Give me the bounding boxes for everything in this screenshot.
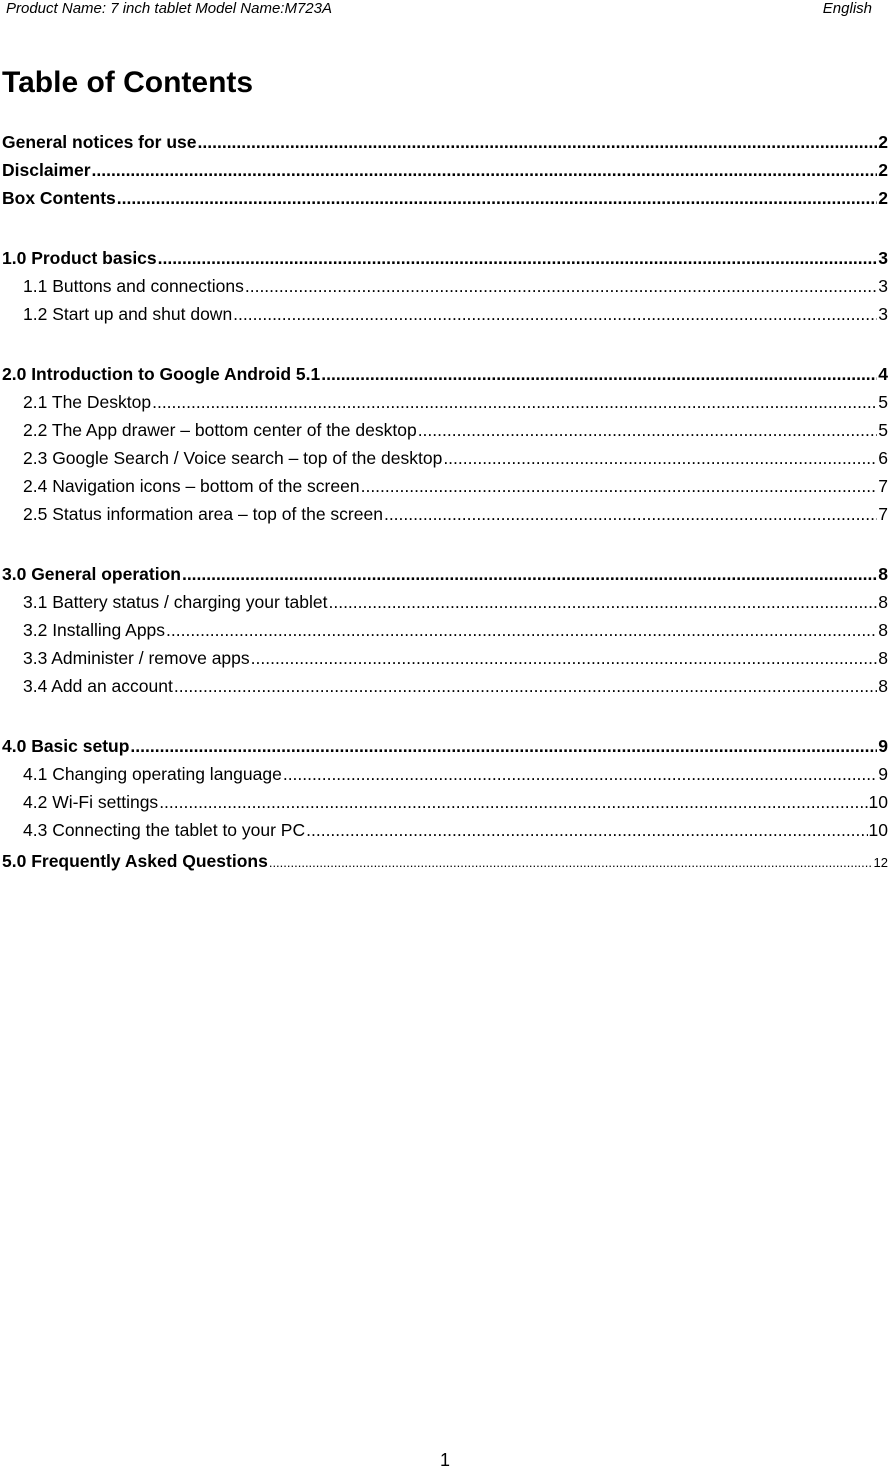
toc-entry-5-0[interactable] bbox=[2, 847, 888, 875]
toc-entry-label: 4.3 Connecting the tablet to your PC bbox=[23, 820, 306, 840]
toc-entry-2-5[interactable] bbox=[2, 500, 888, 528]
toc-entry-label: 1.2 Start up and shut down bbox=[23, 304, 233, 324]
toc-entry-label: Box Contents bbox=[2, 188, 116, 208]
toc-entry-general-notices[interactable] bbox=[2, 128, 888, 156]
toc-leader-dots bbox=[174, 672, 877, 700]
toc-entry-4-0[interactable] bbox=[2, 732, 888, 760]
toc-page-number: 2 bbox=[878, 188, 888, 208]
toc-entry-3-1[interactable] bbox=[2, 588, 888, 616]
toc-leader-dots bbox=[92, 156, 878, 184]
toc-leader-dots bbox=[269, 849, 873, 875]
toc-entry-label: 3.1 Battery status / charging your tablet bbox=[23, 592, 328, 612]
toc-page-number: 3 bbox=[878, 276, 888, 296]
toc-entry-label: 5.0 Frequently Asked Questions bbox=[2, 851, 268, 871]
section-gap bbox=[2, 328, 888, 360]
toc-leader-dots bbox=[245, 272, 877, 300]
toc-entry-3-4[interactable] bbox=[2, 672, 888, 700]
toc-leader-dots bbox=[384, 500, 877, 528]
toc-page-number: 8 bbox=[878, 648, 888, 668]
toc-page-number: 8 bbox=[878, 564, 888, 584]
toc-page-number: 2 bbox=[878, 132, 888, 152]
toc-leader-dots bbox=[361, 472, 878, 500]
table-of-contents bbox=[2, 128, 888, 875]
toc-leader-dots bbox=[159, 788, 867, 816]
toc-entry-label: 1.1 Buttons and connections bbox=[23, 276, 244, 296]
toc-entry-label: 4.1 Changing operating language bbox=[23, 764, 282, 784]
toc-entry-1-1[interactable] bbox=[2, 272, 888, 300]
toc-page-number: 12 bbox=[873, 855, 888, 870]
toc-entry-label: 2.4 Navigation icons – bottom of the screen bbox=[23, 476, 360, 496]
toc-entry-label: 3.3 Administer / remove apps bbox=[23, 648, 250, 668]
toc-entry-1-0[interactable] bbox=[2, 244, 888, 272]
toc-leader-dots bbox=[117, 184, 878, 212]
toc-entry-2-0[interactable] bbox=[2, 360, 888, 388]
toc-leader-dots bbox=[152, 388, 877, 416]
toc-entry-4-1[interactable] bbox=[2, 760, 888, 788]
toc-entry-label: 1.0 Product basics bbox=[2, 248, 157, 268]
toc-page-number: 9 bbox=[878, 736, 888, 756]
toc-page-number: 10 bbox=[868, 792, 888, 812]
toc-page-number: 5 bbox=[878, 392, 888, 412]
toc-leader-dots bbox=[283, 760, 877, 788]
toc-page-number: 7 bbox=[878, 476, 888, 496]
section-gap bbox=[2, 212, 888, 244]
toc-entry-2-3[interactable] bbox=[2, 444, 888, 472]
toc-entry-box-contents[interactable] bbox=[2, 184, 888, 212]
page-number: 1 bbox=[439, 1450, 450, 1470]
toc-entry-1-2[interactable] bbox=[2, 300, 888, 328]
toc-page-number: 8 bbox=[878, 676, 888, 696]
toc-entry-label: General notices for use bbox=[2, 132, 197, 152]
toc-entry-4-2[interactable] bbox=[2, 788, 888, 816]
toc-entry-label: 2.2 The App drawer – bottom center of the desktop bbox=[23, 420, 417, 440]
toc-entry-3-2[interactable] bbox=[2, 616, 888, 644]
toc-leader-dots bbox=[443, 444, 877, 472]
toc-entry-2-4[interactable] bbox=[2, 472, 888, 500]
section-gap bbox=[2, 528, 888, 560]
page-title: Table of Contents bbox=[2, 66, 254, 99]
toc-page-number: 3 bbox=[878, 304, 888, 324]
toc-entry-3-0[interactable] bbox=[2, 560, 888, 588]
toc-page-number: 8 bbox=[878, 592, 888, 612]
toc-entry-label: 4.0 Basic setup bbox=[2, 736, 130, 756]
toc-entry-2-1[interactable] bbox=[2, 388, 888, 416]
toc-leader-dots bbox=[306, 816, 867, 844]
toc-leader-dots bbox=[321, 360, 877, 388]
toc-leader-dots bbox=[418, 416, 878, 444]
toc-leader-dots bbox=[251, 644, 878, 672]
toc-leader-dots bbox=[182, 560, 877, 588]
toc-page-number: 2 bbox=[878, 160, 888, 180]
toc-entry-label: 2.1 The Desktop bbox=[23, 392, 152, 412]
toc-leader-dots bbox=[198, 128, 878, 156]
toc-leader-dots bbox=[328, 588, 877, 616]
section-gap bbox=[2, 700, 888, 732]
toc-entry-label: 3.0 General operation bbox=[2, 564, 181, 584]
toc-leader-dots bbox=[158, 244, 878, 272]
toc-entry-2-2[interactable] bbox=[2, 416, 888, 444]
toc-page-number: 5 bbox=[878, 420, 888, 440]
toc-page-number: 7 bbox=[878, 504, 888, 524]
toc-entry-label: Disclaimer bbox=[2, 160, 91, 180]
toc-leader-dots bbox=[130, 732, 877, 760]
toc-entry-label: 2.3 Google Search / Voice search – top of the desktop bbox=[23, 448, 443, 468]
toc-entry-3-3[interactable] bbox=[2, 644, 888, 672]
toc-entry-label: 4.2 Wi-Fi settings bbox=[23, 792, 159, 812]
toc-page-number: 10 bbox=[868, 820, 888, 840]
toc-page-number: 6 bbox=[878, 448, 888, 468]
header-language: English bbox=[822, 0, 872, 17]
toc-page-number: 9 bbox=[878, 764, 888, 784]
toc-entry-label: 3.2 Installing Apps bbox=[23, 620, 166, 640]
toc-entry-label: 2.0 Introduction to Google Android 5.1 bbox=[2, 364, 321, 384]
toc-leader-dots bbox=[166, 616, 877, 644]
toc-entry-4-3[interactable] bbox=[2, 816, 888, 844]
toc-entry-disclaimer[interactable] bbox=[2, 156, 888, 184]
header-product-model: Product Name: 7 inch tablet Model Name:M723A bbox=[6, 0, 332, 17]
toc-page-number: 3 bbox=[878, 248, 888, 268]
toc-leader-dots bbox=[233, 300, 877, 328]
toc-page-number: 4 bbox=[878, 364, 888, 384]
page-header bbox=[6, 0, 872, 20]
toc-page-number: 8 bbox=[878, 620, 888, 640]
toc-entry-label: 3.4 Add an account bbox=[23, 676, 173, 696]
toc-entry-label: 2.5 Status information area – top of the screen bbox=[23, 504, 383, 524]
